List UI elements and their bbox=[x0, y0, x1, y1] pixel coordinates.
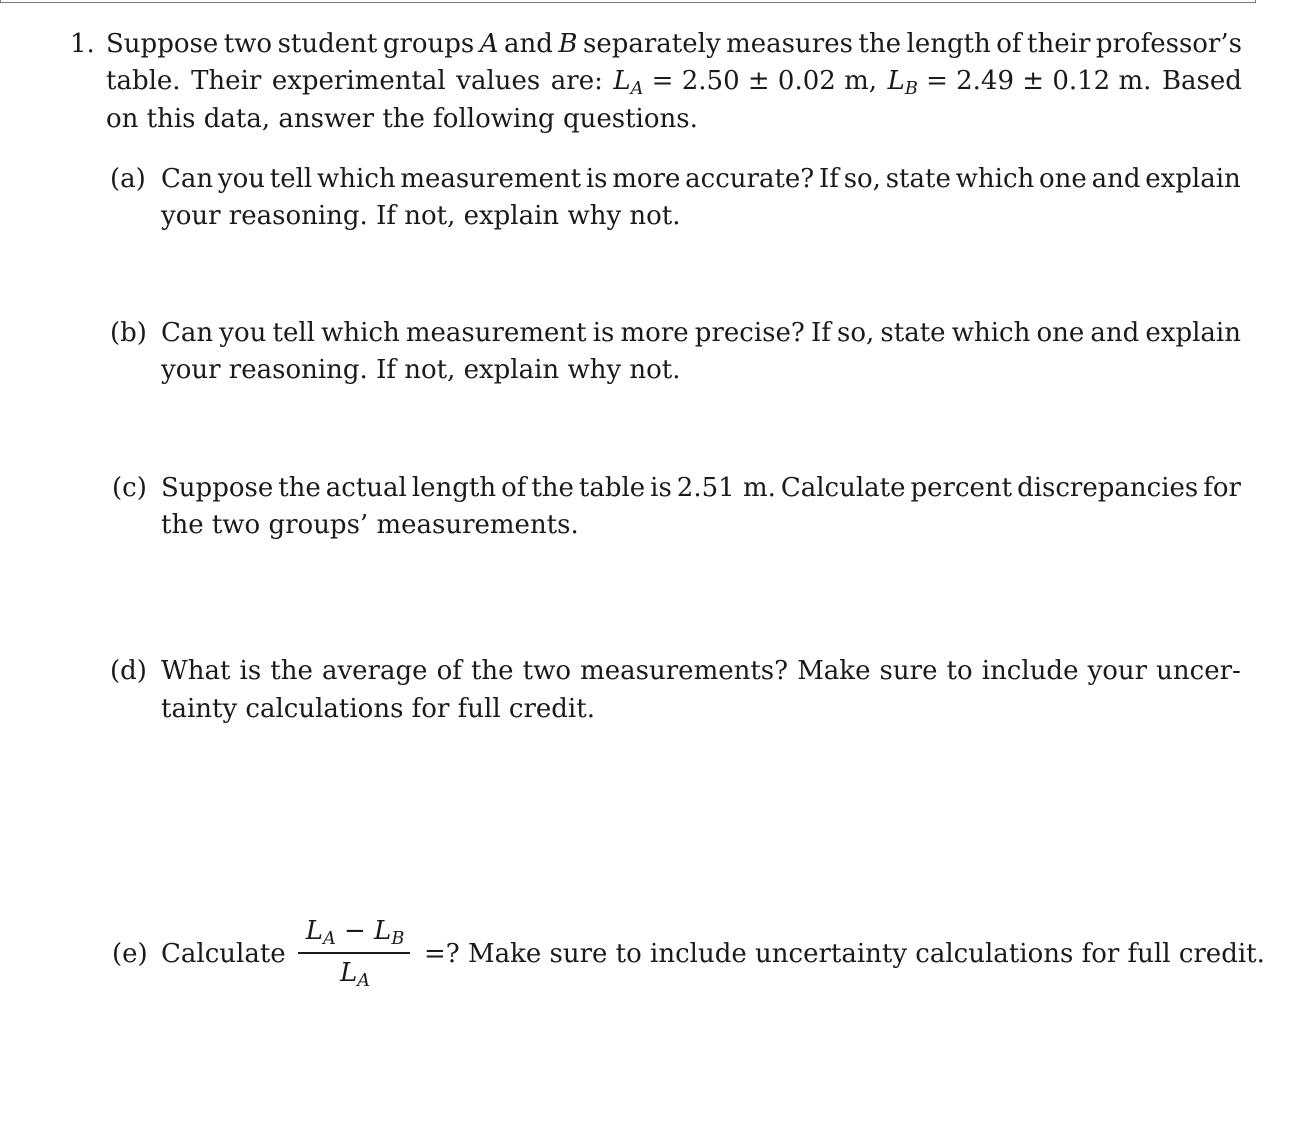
var-b: B bbox=[558, 29, 578, 59]
part-a-line-2: your reasoning. If not, explain why not. bbox=[161, 201, 681, 231]
la-measurement: $L_A = 2.50 \pm 0.02$ m, bbox=[613, 66, 878, 99]
part-e-suffix: =? Make sure to include uncertainty calculations for full credit. bbox=[424, 939, 1265, 969]
part-d-label: (d) bbox=[110, 656, 147, 686]
fraction-denominator: $L_A$ bbox=[339, 958, 371, 991]
page-top-border bbox=[0, 0, 1256, 3]
fraction-la-minus-lb-over-la bbox=[296, 914, 414, 994]
fraction-bar bbox=[298, 952, 410, 954]
problem-intro-line-3: on this data, answer the following questions. bbox=[106, 104, 698, 134]
part-a-line-1: Can you tell which measurement is more accurate? If so, state which one and explain bbox=[161, 164, 1241, 194]
lb-measurement: $L_B = 2.49 \pm 0.12$ m. bbox=[887, 66, 1152, 99]
part-c-line-2: the two groups’ measurements. bbox=[161, 510, 579, 540]
problem-intro-line-1: Suppose two student groups A and B separately measures the length of their professor’s bbox=[106, 29, 1242, 59]
part-d-line-2: tainty calculations for full credit. bbox=[161, 694, 595, 724]
part-e-prefix: Calculate bbox=[161, 939, 286, 969]
part-c-label: (c) bbox=[112, 473, 147, 503]
part-e-label: (e) bbox=[112, 939, 148, 969]
part-b-label: (b) bbox=[110, 318, 147, 348]
part-a-label: (a) bbox=[110, 164, 146, 194]
part-d-line-1: What is the average of the two measurements? Make sure to include your uncer- bbox=[161, 656, 1241, 686]
part-b-line-2: your reasoning. If not, explain why not. bbox=[161, 355, 681, 385]
var-a: A bbox=[479, 29, 499, 59]
problem-number: 1. bbox=[70, 29, 95, 59]
fraction-numerator: $L_A - L_B$ bbox=[305, 916, 405, 949]
part-c-line-1: Suppose the actual length of the table is 2.51 m. Calculate percent discrepancies for bbox=[161, 473, 1241, 503]
part-b-line-1: Can you tell which measurement is more precise? If so, state which one and explain bbox=[161, 318, 1241, 348]
problem-intro-line-2: table. Their experimental values are: $L_A = 2.50 \pm 0.02$ m, $L_B = 2.49 \pm 0.12$ m. Based bbox=[106, 66, 1242, 99]
